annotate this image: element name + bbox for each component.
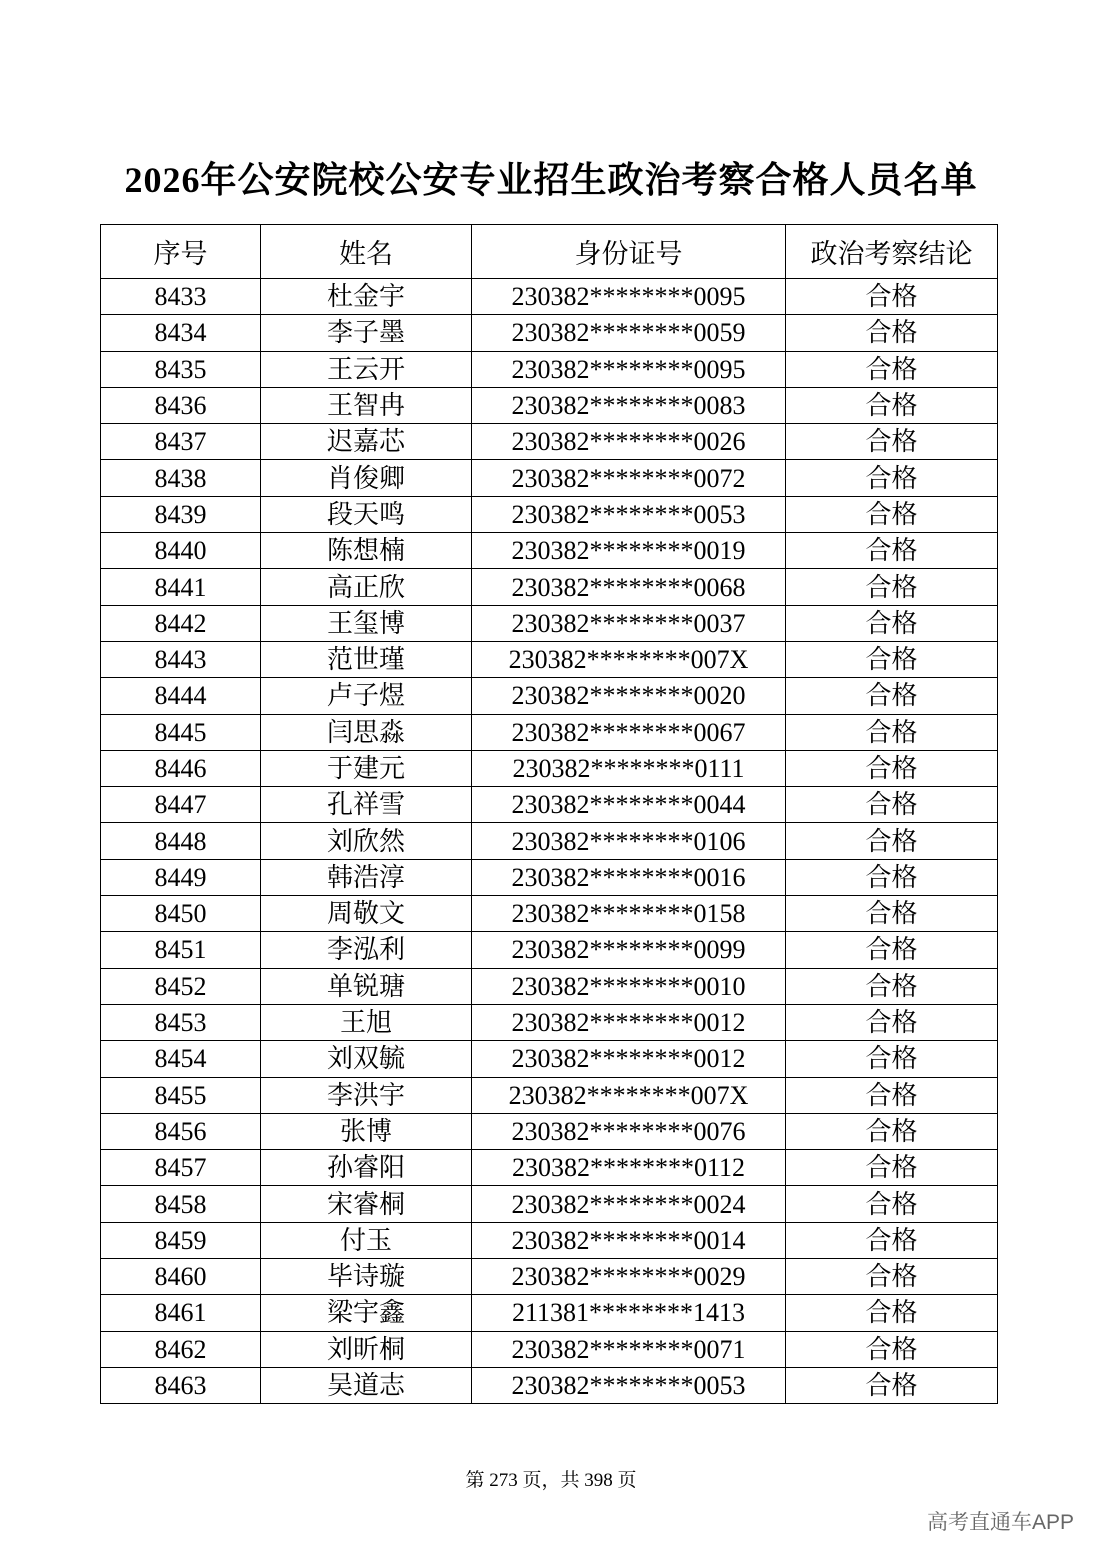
cell-conclusion: 合格 [786,678,998,714]
cell-conclusion: 合格 [786,460,998,496]
cell-name: 陈想楠 [261,533,472,569]
cell-conclusion: 合格 [786,351,998,387]
cell-index: 8454 [101,1041,261,1077]
watermark: 高考直通车APP [926,1511,1074,1534]
cell-conclusion: 合格 [786,1186,998,1222]
cell-conclusion: 合格 [786,1041,998,1077]
table-row [101,1150,998,1186]
cell-conclusion: 合格 [786,387,998,423]
cell-name: 刘双毓 [261,1041,472,1077]
cell-index: 8455 [101,1077,261,1113]
table-row [101,1041,998,1077]
cell-index: 8459 [101,1222,261,1258]
document-title: 2026年公安院校公安专业招生政治考察合格人员名单 [124,160,978,200]
cell-name: 刘欣然 [261,823,472,859]
cell-id-number: 230382********0059 [472,315,786,351]
cell-conclusion: 合格 [786,1150,998,1186]
cell-conclusion: 合格 [786,1259,998,1295]
cell-name: 高正欣 [261,569,472,605]
cell-index: 8453 [101,1004,261,1040]
cell-conclusion: 合格 [786,569,998,605]
table-row [101,714,998,750]
cell-index: 8463 [101,1367,261,1403]
table-row [101,351,998,387]
table-row [101,1077,998,1113]
table-row [101,1222,998,1258]
cell-conclusion: 合格 [786,1113,998,1149]
cell-index: 8460 [101,1259,261,1295]
cell-index: 8443 [101,641,261,677]
cell-name: 单锐瑭 [261,968,472,1004]
cell-name: 韩浩淳 [261,859,472,895]
cell-id-number: 230382********0083 [472,387,786,423]
cell-id-number: 230382********0067 [472,714,786,750]
cell-name: 王智冉 [261,387,472,423]
table-row [101,1295,998,1331]
cell-id-number: 230382********0076 [472,1113,786,1149]
table-row [101,750,998,786]
table-row [101,279,998,315]
roster-table [100,224,998,1404]
cell-name: 李泓利 [261,932,472,968]
cell-name: 闫思淼 [261,714,472,750]
table-row [101,533,998,569]
cell-id-number: 230382********0053 [472,496,786,532]
cell-name: 刘昕桐 [261,1331,472,1367]
table-body [101,279,998,1404]
cell-conclusion: 合格 [786,1295,998,1331]
cell-id-number: 230382********0106 [472,823,786,859]
table-row [101,1186,998,1222]
table-row [101,569,998,605]
cell-name: 梁宇鑫 [261,1295,472,1331]
cell-conclusion: 合格 [786,714,998,750]
header-row [101,225,998,279]
cell-name: 李洪宇 [261,1077,472,1113]
cell-conclusion: 合格 [786,1004,998,1040]
cell-name: 王旭 [261,1004,472,1040]
cell-id-number: 230382********0010 [472,968,786,1004]
cell-id-number: 230382********0012 [472,1004,786,1040]
cell-conclusion: 合格 [786,859,998,895]
cell-index: 8449 [101,859,261,895]
cell-index: 8435 [101,351,261,387]
table-row [101,315,998,351]
cell-index: 8440 [101,533,261,569]
cell-id-number: 230382********0037 [472,605,786,641]
table-row [101,859,998,895]
cell-id-number: 230382********0099 [472,932,786,968]
cell-id-number: 230382********0044 [472,787,786,823]
cell-conclusion: 合格 [786,605,998,641]
cell-conclusion: 合格 [786,750,998,786]
cell-id-number: 230382********0020 [472,678,786,714]
table-row [101,424,998,460]
cell-id-number: 230382********0016 [472,859,786,895]
table-row [101,605,998,641]
header-index: 序号 [101,225,261,279]
cell-conclusion: 合格 [786,787,998,823]
table-row [101,1113,998,1149]
header-id-number: 身份证号 [472,225,786,279]
cell-id-number: 230382********0111 [472,750,786,786]
cell-index: 8445 [101,714,261,750]
table-row [101,641,998,677]
table-row [101,678,998,714]
cell-name: 杜金宇 [261,279,472,315]
table-row [101,387,998,423]
cell-index: 8461 [101,1295,261,1331]
cell-id-number: 230382********0071 [472,1331,786,1367]
cell-index: 8458 [101,1186,261,1222]
table-row [101,968,998,1004]
cell-conclusion: 合格 [786,496,998,532]
table-row [101,460,998,496]
cell-conclusion: 合格 [786,823,998,859]
cell-id-number: 230382********007X [472,641,786,677]
cell-name: 李子墨 [261,315,472,351]
cell-id-number: 230382********0012 [472,1041,786,1077]
cell-name: 卢子煜 [261,678,472,714]
cell-index: 8462 [101,1331,261,1367]
cell-index: 8433 [101,279,261,315]
cell-conclusion: 合格 [786,1367,998,1403]
cell-conclusion: 合格 [786,315,998,351]
cell-name: 宋睿桐 [261,1186,472,1222]
cell-id-number: 230382********0095 [472,351,786,387]
cell-name: 孔祥雪 [261,787,472,823]
cell-id-number: 230382********0029 [472,1259,786,1295]
cell-index: 8442 [101,605,261,641]
cell-name: 肖俊卿 [261,460,472,496]
cell-index: 8450 [101,896,261,932]
cell-index: 8447 [101,787,261,823]
cell-index: 8457 [101,1150,261,1186]
cell-index: 8448 [101,823,261,859]
cell-index: 8456 [101,1113,261,1149]
cell-index: 8436 [101,387,261,423]
cell-conclusion: 合格 [786,932,998,968]
cell-name: 毕诗璇 [261,1259,472,1295]
cell-name: 孙睿阳 [261,1150,472,1186]
cell-name: 周敬文 [261,896,472,932]
cell-id-number: 230382********0053 [472,1367,786,1403]
table-row [101,932,998,968]
cell-index: 8446 [101,750,261,786]
cell-conclusion: 合格 [786,279,998,315]
cell-name: 吴道志 [261,1367,472,1403]
table-row [101,496,998,532]
cell-name: 王玺博 [261,605,472,641]
table-row [101,1259,998,1295]
cell-name: 于建元 [261,750,472,786]
cell-id-number: 230382********007X [472,1077,786,1113]
cell-index: 8439 [101,496,261,532]
cell-name: 王云开 [261,351,472,387]
cell-conclusion: 合格 [786,641,998,677]
table-row [101,1367,998,1403]
cell-name: 付玉 [261,1222,472,1258]
table-row [101,787,998,823]
cell-id-number: 230382********0072 [472,460,786,496]
cell-name: 范世瑾 [261,641,472,677]
page-number: 第 273 页，共 398 页 [465,1470,637,1491]
header-name: 姓名 [261,225,472,279]
cell-conclusion: 合格 [786,1222,998,1258]
cell-name: 迟嘉芯 [261,424,472,460]
cell-conclusion: 合格 [786,1331,998,1367]
table-row [101,823,998,859]
cell-id-number: 230382********0014 [472,1222,786,1258]
cell-conclusion: 合格 [786,968,998,1004]
cell-index: 8441 [101,569,261,605]
table-row [101,1331,998,1367]
cell-name: 张博 [261,1113,472,1149]
cell-id-number: 230382********0068 [472,569,786,605]
cell-index: 8444 [101,678,261,714]
cell-conclusion: 合格 [786,1077,998,1113]
cell-index: 8434 [101,315,261,351]
cell-name: 段天鸣 [261,496,472,532]
cell-id-number: 230382********0112 [472,1150,786,1186]
table-row [101,1004,998,1040]
cell-index: 8437 [101,424,261,460]
cell-id-number: 230382********0019 [472,533,786,569]
table-row [101,896,998,932]
cell-id-number: 230382********0158 [472,896,786,932]
cell-id-number: 230382********0024 [472,1186,786,1222]
cell-index: 8452 [101,968,261,1004]
cell-index: 8451 [101,932,261,968]
cell-id-number: 211381********1413 [472,1295,786,1331]
cell-conclusion: 合格 [786,896,998,932]
cell-index: 8438 [101,460,261,496]
cell-id-number: 230382********0026 [472,424,786,460]
cell-id-number: 230382********0095 [472,279,786,315]
header-conclusion: 政治考察结论 [786,225,998,279]
cell-conclusion: 合格 [786,533,998,569]
cell-conclusion: 合格 [786,424,998,460]
